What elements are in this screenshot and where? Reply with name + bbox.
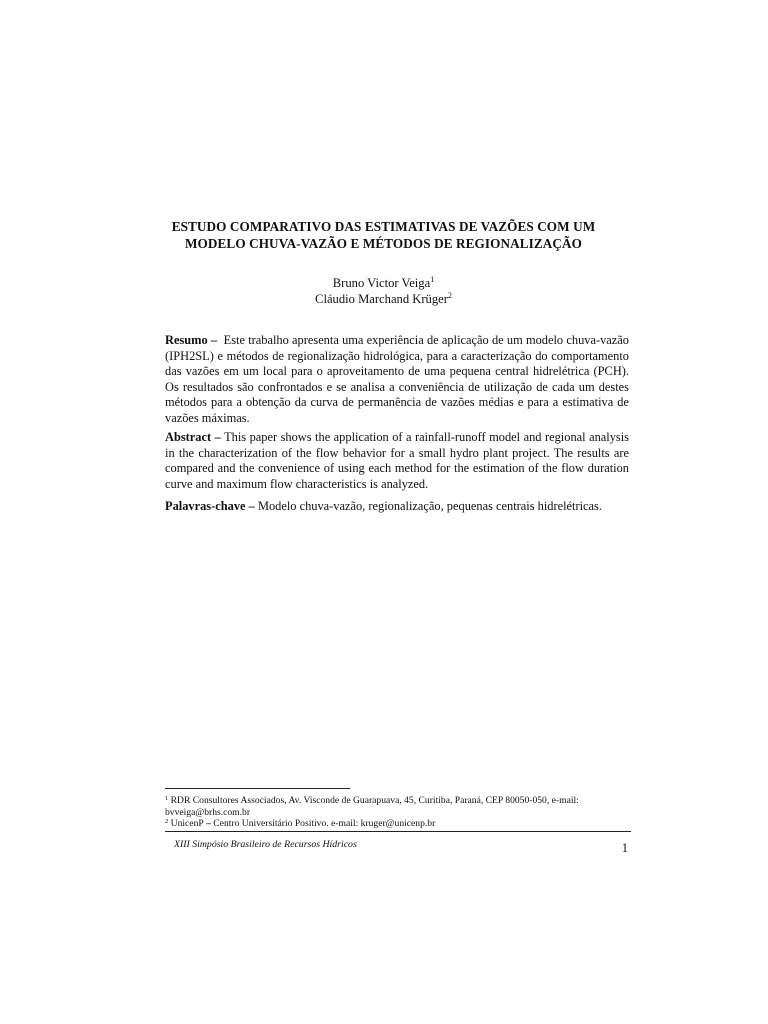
keywords-text: Modelo chuva-vazão, regionalização, pequenas centrais hidrelétricas.: [257, 499, 602, 513]
abstract-text: This paper shows the application of a rainfall-runoff model and regional analysis in the characterization of the flow behavior for a small hydro plant project. The results are compared and the convenience of using each method for the estimation of the flow duration curve and maximum flow characteristics is analyzed.: [165, 430, 629, 491]
author-list: [230, 276, 537, 307]
keywords-label: Palavras-chave –: [165, 499, 255, 513]
resumo-label: Resumo –: [165, 333, 218, 347]
author-1: [230, 276, 537, 292]
footnote-text-pre: UnicenP: [170, 818, 204, 829]
resumo-text: Este trabalho apresenta uma experiência de aplicação de um modelo chuva-vazão (IPH2SL) e métodos de regionalização hidrológica, para a caracterização do comportamento das vazões em um local para o aproveitamento de uma pequena central hidrelétrica (PCH). Os resultados são confrontados e se analisa a conveniência de utilização de cada um destes métodos para a obtenção da curva de permanência de vazões médias e para a estimativa de vazões máximas.: [165, 333, 629, 425]
footnote-mark: 2: [165, 818, 169, 825]
footnote-text-post: Centro Universitário Positivo. e-mail: kruger@unicenp.br: [213, 818, 436, 829]
footnote-2: [165, 818, 629, 830]
author-affiliation-mark: 1: [430, 275, 435, 284]
page-number: 1: [621, 841, 628, 855]
title-line-1: ESTUDO COMPARATIVO DAS ESTIMATIVAS DE VAZÕES COM UM: [171, 219, 596, 234]
conference-name: XIII Simpósio Brasileiro de Recursos Hídricos: [174, 839, 357, 850]
author-affiliation-mark: 2: [447, 290, 452, 300]
author-name: Cláudio Marchand Krüger: [315, 291, 448, 306]
footnote-mark: 1: [165, 795, 169, 802]
abstract-label: Abstract –: [165, 430, 221, 444]
paper-title: [150, 218, 617, 252]
footnote-divider: [165, 788, 350, 789]
footnote-text: RDR Consultores Associados, Av. Visconde de Guarapuava, 45, Curitiba, Paraná, CEP 80050-050, e-mail: bvveiga@brhs.com.br: [165, 795, 579, 818]
footnote-1: [165, 795, 629, 818]
resumo-paragraph: [165, 333, 629, 426]
author-2: [230, 292, 537, 308]
abstract-paragraph: [165, 430, 629, 492]
title-line-2: MODELO CHUVA-VAZÃO E MÉTODOS DE REGIONALIZAÇÃO: [185, 236, 582, 251]
footnotes: [165, 795, 629, 830]
keywords-paragraph: [165, 499, 629, 515]
author-name: Bruno Victor Veiga: [332, 276, 431, 290]
footer-divider: [165, 831, 631, 832]
footnote-dash: –: [203, 818, 214, 829]
